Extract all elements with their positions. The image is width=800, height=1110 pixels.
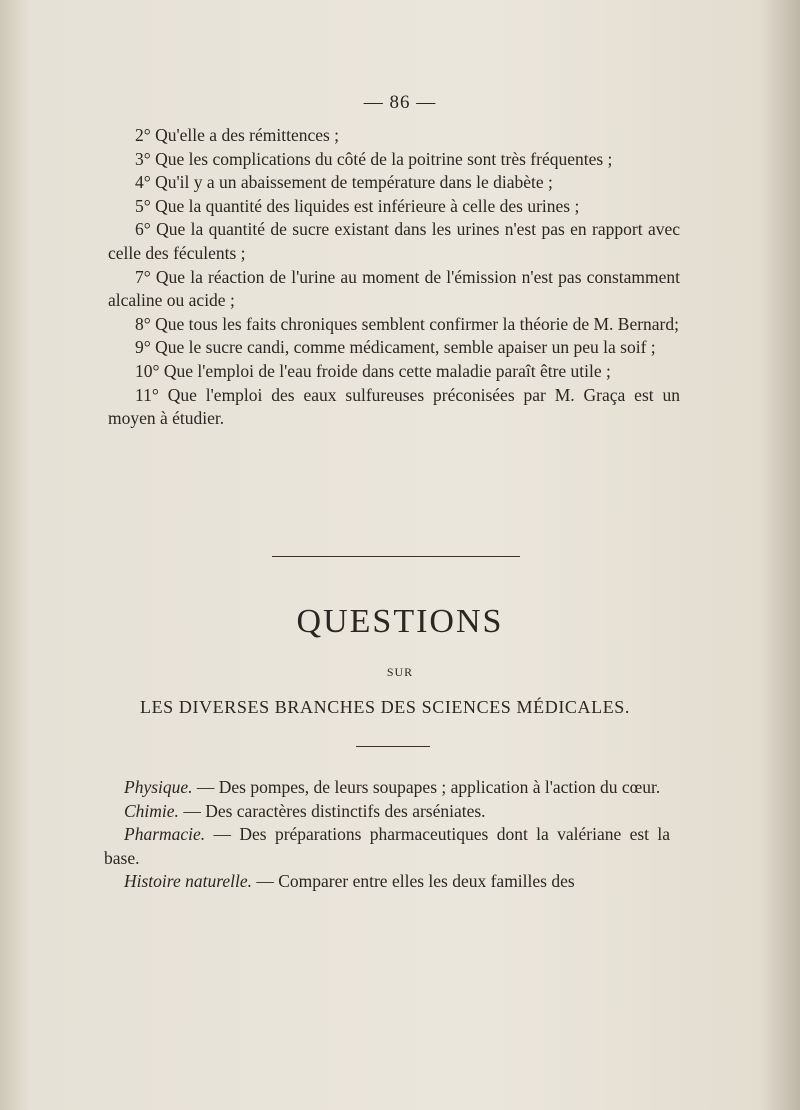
question-subject: Chimie. (124, 800, 179, 821)
questions-list (104, 776, 670, 894)
question-item (104, 870, 670, 894)
conclusion-item (108, 218, 680, 265)
item-number: 7° (135, 266, 151, 287)
item-number: 5° (135, 195, 151, 216)
item-number: 4° (135, 172, 151, 193)
conclusion-item (108, 195, 680, 219)
conclusion-item (108, 313, 680, 337)
question-item (104, 823, 670, 870)
conclusion-item (108, 124, 680, 148)
question-text: — Des caractères distinctifs des arséniates. (183, 800, 486, 821)
question-subject: Histoire naturelle. (124, 871, 252, 892)
item-text: Que l'emploi de l'eau froide dans cette maladie paraît être utile ; (163, 360, 611, 381)
item-text: Que la quantité des liquides est inférieure à celle des urines ; (155, 195, 580, 216)
item-number: 2° (135, 125, 151, 145)
conclusion-item (108, 384, 680, 431)
item-text: Que l'emploi des eaux sulfureuses préconisées par M. Graça est un moyen à étudier. (108, 384, 681, 429)
item-text: Que la quantité de sucre existant dans les urines n'est pas en rapport avec celle des féculents ; (108, 219, 680, 263)
section-title: QUESTIONS (296, 603, 504, 640)
item-text: Qu'il y a un abaissement de température dans le diabète ; (155, 172, 553, 193)
question-text: — Des préparations pharmaceutiques dont la valériane est la base. (104, 824, 671, 868)
item-text: Que les complications du côté de la poitrine sont très fréquentes ; (155, 148, 613, 169)
subtitle-divider (356, 746, 430, 747)
item-number: 3° (135, 148, 151, 169)
item-number: 11° (135, 384, 159, 405)
question-subject: Pharmacie. (124, 824, 206, 845)
conclusion-item (108, 266, 680, 313)
item-text: Qu'elle a des rémittences ; (155, 125, 340, 145)
conclusion-item (108, 148, 680, 172)
question-item (104, 800, 670, 824)
item-text: Que la réaction de l'urine au moment de l'émission n'est pas constamment alcaline ou acide ; (108, 266, 680, 311)
conclusion-item (108, 360, 680, 384)
section-divider (272, 556, 520, 557)
question-subject: Physique. (124, 777, 193, 797)
page-number: — 86 — (363, 92, 437, 113)
section-connector: SUR (386, 665, 414, 679)
question-item (104, 776, 670, 800)
item-text: Que le sucre candi, comme médicament, semble apaiser un peu la soif ; (155, 337, 656, 358)
conclusions-list (108, 124, 680, 431)
question-text: — Des pompes, de leurs soupapes ; application à l'action du cœur. (196, 777, 661, 797)
section-subtitle: LES DIVERSES BRANCHES DES SCIENCES MÉDICALES. (139, 697, 631, 717)
conclusion-item (108, 171, 680, 195)
item-number: 6° (135, 219, 151, 240)
conclusion-item (108, 336, 680, 360)
item-number: 8° (135, 313, 151, 334)
item-number: 10° (135, 360, 160, 381)
question-text: — Comparer entre elles les deux familles des (256, 871, 575, 892)
item-text: Que tous les faits chroniques semblent confirmer la théorie de M. Bernard; (155, 313, 679, 334)
item-number: 9° (135, 337, 151, 358)
